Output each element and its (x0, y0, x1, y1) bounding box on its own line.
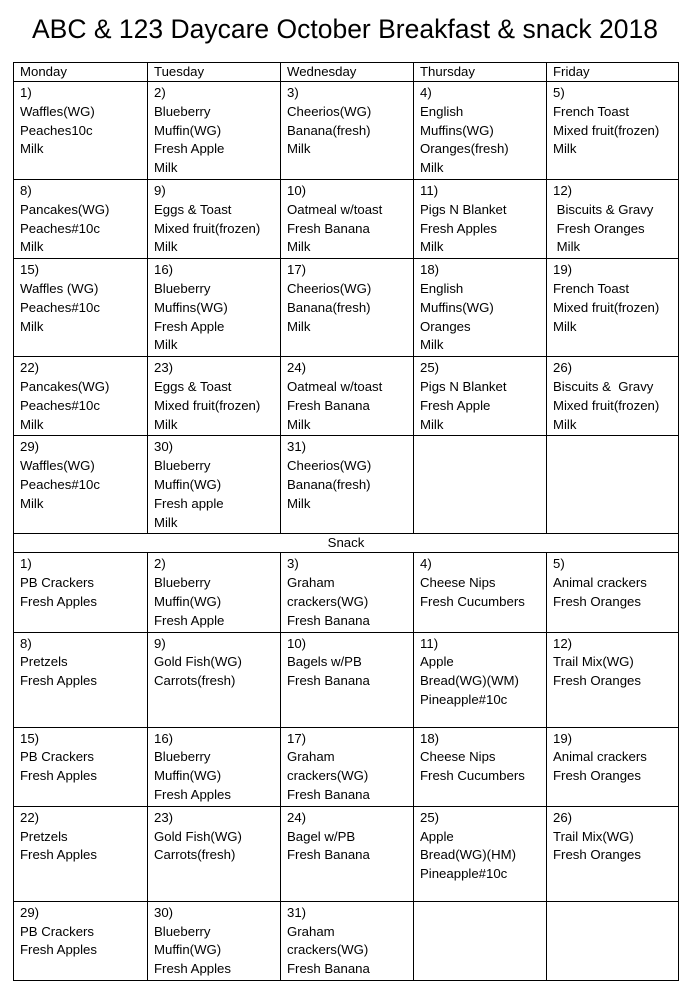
menu-item: crackers(WG) (287, 768, 369, 784)
breakfast-cell-friday (547, 357, 679, 436)
menu-body (14, 63, 679, 981)
menu-item: Fresh Banana (287, 612, 370, 628)
menu-item: Muffins(WG) (154, 299, 228, 315)
breakfast-cell-wednesday (281, 436, 414, 534)
menu-item: Pretzels (20, 654, 68, 670)
menu-item: Milk (553, 141, 577, 157)
menu-item: Oranges(fresh) (420, 141, 509, 157)
menu-item: Bagel w/PB (287, 828, 356, 844)
menu-item: Milk (20, 239, 44, 255)
day-number: 9) (154, 635, 166, 651)
menu-item: Fresh Apples (20, 673, 97, 689)
day-number: 22) (20, 360, 40, 376)
snack-cell-friday (547, 553, 679, 632)
menu-item: Animal crackers (553, 575, 647, 591)
menu-item: Blueberry (154, 923, 211, 939)
menu-item: Fresh Banana (287, 847, 370, 863)
breakfast-cell-friday (547, 259, 679, 357)
menu-item: French Toast (553, 280, 629, 296)
menu-item: Pancakes(WG) (20, 378, 110, 394)
menu-item: Fresh Oranges (553, 847, 641, 863)
menu-item: Milk (154, 514, 178, 530)
day-number: 11) (420, 182, 439, 198)
day-number: 30) (154, 904, 174, 920)
menu-item: Peaches#10c (20, 476, 100, 492)
breakfast-cell-wednesday (281, 259, 414, 357)
menu-item: Banana(fresh) (287, 299, 371, 315)
day-number: 1) (20, 85, 32, 100)
snack-week-row (14, 632, 679, 727)
menu-item: Milk (287, 239, 311, 255)
menu-item: Milk (420, 160, 444, 176)
snack-cell-monday (14, 806, 148, 901)
breakfast-cell-thursday (414, 179, 547, 258)
menu-item: crackers(WG) (287, 593, 369, 609)
snack-cell-thursday (414, 553, 547, 632)
menu-item: Pretzels (20, 828, 68, 844)
menu-item: Biscuits & Gravy (553, 378, 654, 394)
breakfast-cell-tuesday (148, 82, 281, 180)
snack-cell-tuesday (148, 901, 281, 980)
breakfast-cell-monday (14, 436, 148, 534)
menu-item: Trail Mix(WG) (553, 654, 634, 670)
menu-item: Mixed fruit(frozen) (154, 397, 261, 413)
menu-item: Waffles(WG) (20, 458, 95, 474)
breakfast-cell-friday (547, 436, 679, 534)
breakfast-cell-wednesday (281, 179, 414, 258)
day-header-thursday: Thursday (414, 63, 547, 82)
menu-item: French Toast (553, 103, 629, 119)
snack-week-row (14, 553, 679, 632)
menu-item: Milk (287, 495, 311, 511)
menu-item: Pigs N Blanket (420, 201, 507, 217)
menu-item: Muffin(WG) (154, 768, 222, 784)
snack-week-row (14, 727, 679, 806)
breakfast-week-row (14, 179, 679, 258)
snack-cell-monday (14, 901, 148, 980)
breakfast-week-row (14, 259, 679, 357)
day-number: 4) (420, 85, 432, 100)
snack-cell-wednesday (281, 632, 414, 727)
day-number: 18) (420, 730, 440, 746)
menu-item: Muffin(WG) (154, 476, 222, 492)
menu-item: Milk (287, 416, 311, 432)
day-number: 24) (287, 809, 307, 825)
menu-item: Pigs N Blanket (420, 378, 507, 394)
menu-item: Blueberry (154, 103, 211, 119)
menu-item: Cheese Nips (420, 749, 496, 765)
snack-cell-friday (547, 806, 679, 901)
menu-item: PB Crackers (20, 575, 95, 591)
breakfast-cell-tuesday (148, 259, 281, 357)
day-number: 19) (553, 262, 573, 278)
day-number: 18) (420, 262, 440, 278)
menu-item: Milk (154, 239, 178, 255)
breakfast-cell-thursday (414, 436, 547, 534)
snack-cell-friday (547, 901, 679, 980)
day-number: 3) (287, 556, 299, 572)
menu-item: Milk (154, 416, 178, 432)
breakfast-cell-monday (14, 179, 148, 258)
menu-item: Peaches10c (20, 122, 93, 138)
menu-item: Eggs & Toast (154, 378, 232, 394)
menu-item: Biscuits & Gravy (553, 201, 654, 217)
menu-item: Fresh Oranges (553, 673, 641, 689)
menu-item: Blueberry (154, 575, 211, 591)
breakfast-cell-monday (14, 357, 148, 436)
snack-cell-friday (547, 727, 679, 806)
snack-cell-tuesday (148, 632, 281, 727)
day-number: 9) (154, 182, 166, 198)
day-number: 11) (420, 635, 439, 651)
day-number: 2) (154, 556, 166, 572)
menu-item: Fresh Oranges (553, 593, 641, 609)
page-title: ABC & 123 Daycare October Breakfast & snack 2018 (31, 14, 658, 44)
menu-item: Mixed fruit(frozen) (553, 397, 660, 413)
menu-item: Milk (20, 318, 44, 334)
day-number: 10) (287, 635, 307, 651)
day-header-friday: Friday (547, 63, 679, 82)
menu-item: Cheerios(WG) (287, 458, 372, 474)
day-number: 15) (20, 262, 40, 278)
snack-cell-tuesday (148, 727, 281, 806)
menu-item: PB Crackers (20, 749, 95, 765)
menu-item: Milk (287, 141, 311, 157)
snack-cell-monday (14, 727, 148, 806)
menu-item: Carrots(fresh) (154, 673, 236, 689)
day-number: 16) (154, 730, 174, 746)
menu-item: Fresh Apples (20, 942, 97, 958)
day-number: 16) (154, 262, 174, 278)
menu-item: Fresh Banana (287, 397, 370, 413)
day-number: 4) (420, 556, 432, 572)
snack-cell-thursday (414, 806, 547, 901)
menu-item: Waffles(WG) (20, 103, 95, 119)
breakfast-cell-monday (14, 259, 148, 357)
menu-item: Graham (287, 575, 335, 591)
menu-item: Mixed fruit(frozen) (154, 220, 261, 236)
menu-item: PB Crackers (20, 923, 95, 939)
menu-item: Cheerios(WG) (287, 280, 372, 296)
menu-item: Banana(fresh) (287, 476, 371, 492)
day-number: 8) (20, 635, 32, 651)
snack-cell-tuesday (148, 806, 281, 901)
menu-item: Pineapple#10c (420, 691, 508, 707)
menu-item: Mixed fruit(frozen) (553, 122, 660, 138)
menu-item: Oatmeal w/toast (287, 201, 383, 217)
menu-item: Muffins(WG) (420, 299, 494, 315)
menu-item: Milk (20, 141, 44, 157)
snack-section-row (14, 534, 679, 553)
menu-item: Fresh Banana (287, 786, 370, 802)
day-number: 10) (287, 182, 307, 198)
menu-item: Pancakes(WG) (20, 201, 110, 217)
day-number: 29) (20, 904, 40, 920)
snack-cell-tuesday (148, 553, 281, 632)
menu-item: Milk (420, 416, 444, 432)
breakfast-cell-thursday (414, 259, 547, 357)
menu-item: Fresh Apple (154, 318, 225, 334)
snack-cell-wednesday (281, 901, 414, 980)
menu-item: Milk (553, 239, 581, 255)
day-number: 5) (553, 556, 565, 572)
day-number: 17) (287, 730, 307, 746)
breakfast-cell-tuesday (148, 436, 281, 534)
snack-cell-monday (14, 632, 148, 727)
day-number: 23) (154, 809, 174, 825)
menu-item: Milk (420, 337, 444, 353)
menu-item: Gold Fish(WG) (154, 654, 242, 670)
day-number: 26) (553, 360, 573, 376)
menu-item: Cheese Nips (420, 575, 496, 591)
day-number: 15) (20, 730, 40, 746)
menu-item: Fresh Banana (287, 961, 370, 977)
menu-item: Fresh Apples (154, 786, 231, 802)
menu-item: Fresh Apple (154, 612, 225, 628)
menu-item: Muffin(WG) (154, 593, 222, 609)
menu-item: Oatmeal w/toast (287, 378, 383, 394)
day-number: 26) (553, 809, 573, 825)
menu-item: Fresh Banana (287, 673, 370, 689)
menu-item: English (420, 280, 464, 296)
menu-item: Milk (20, 495, 44, 511)
menu-item: Fresh Oranges (553, 768, 641, 784)
menu-item: Fresh Banana (287, 220, 370, 236)
menu-item: Carrots(fresh) (154, 847, 236, 863)
breakfast-cell-monday (14, 82, 148, 180)
snack-cell-thursday (414, 901, 547, 980)
snack-section-label: Snack (14, 534, 679, 553)
snack-cell-thursday (414, 632, 547, 727)
menu-item: Graham (287, 923, 335, 939)
day-header-wednesday: Wednesday (281, 63, 414, 82)
day-number: 22) (20, 809, 40, 825)
menu-item: Fresh Apples (420, 220, 497, 236)
snack-cell-wednesday (281, 553, 414, 632)
menu-item: Peaches#10c (20, 397, 100, 413)
day-number: 8) (20, 182, 32, 198)
menu-item: Milk (154, 337, 178, 353)
menu-item: Bread(WG)(WM) (420, 673, 519, 689)
menu-item: Fresh Apple (420, 397, 491, 413)
day-number: 5) (553, 85, 565, 100)
menu-item: Bread(WG)(HM) (420, 847, 516, 863)
day-number: 24) (287, 360, 307, 376)
menu-item: Milk (154, 160, 178, 176)
day-number: 19) (553, 730, 573, 746)
menu-item: Muffin(WG) (154, 122, 222, 138)
breakfast-cell-friday (547, 82, 679, 180)
day-number: 25) (420, 809, 440, 825)
day-number: 12) (553, 635, 573, 651)
breakfast-cell-wednesday (281, 82, 414, 180)
menu-item: Gold Fish(WG) (154, 828, 242, 844)
day-number: 29) (20, 439, 40, 455)
menu-item: Fresh Cucumbers (420, 593, 525, 609)
menu-item: Trail Mix(WG) (553, 828, 634, 844)
menu-item: Fresh Apples (20, 768, 97, 784)
snack-week-row (14, 901, 679, 980)
menu-item: Apple (420, 828, 454, 844)
menu-item: Waffles (WG) (20, 280, 99, 296)
day-number: 31) (287, 904, 307, 920)
menu-item: Mixed fruit(frozen) (553, 299, 660, 315)
breakfast-week-row (14, 436, 679, 534)
menu-item: Blueberry (154, 458, 211, 474)
menu-item: Milk (420, 239, 444, 255)
day-number: 31) (287, 439, 307, 455)
menu-item: Banana(fresh) (287, 122, 371, 138)
snack-cell-monday (14, 553, 148, 632)
menu-item: Fresh apple (154, 495, 224, 511)
day-header-tuesday: Tuesday (148, 63, 281, 82)
day-number: 12) (553, 182, 573, 198)
snack-cell-wednesday (281, 806, 414, 901)
menu-item: Bagels w/PB (287, 654, 362, 670)
menu-item: Pineapple#10c (420, 866, 508, 882)
snack-cell-wednesday (281, 727, 414, 806)
breakfast-cell-wednesday (281, 357, 414, 436)
menu-item: Milk (553, 416, 577, 432)
breakfast-week-row (14, 357, 679, 436)
menu-item: Milk (20, 416, 44, 432)
menu-item: Fresh Apple (154, 141, 225, 157)
breakfast-cell-tuesday (148, 357, 281, 436)
menu-item: Cheerios(WG) (287, 103, 372, 119)
menu-item: Fresh Apples (154, 961, 231, 977)
day-number: 1) (20, 556, 32, 572)
menu-item: Peaches#10c (20, 299, 100, 315)
day-header-row (14, 63, 679, 82)
breakfast-cell-thursday (414, 357, 547, 436)
menu-item: Milk (553, 318, 577, 334)
breakfast-cell-tuesday (148, 179, 281, 258)
day-number: 23) (154, 360, 174, 376)
menu-item: Animal crackers (553, 749, 647, 765)
day-number: 25) (420, 360, 440, 376)
menu-item: Milk (287, 318, 311, 334)
menu-table (13, 62, 679, 981)
menu-item: Muffins(WG) (420, 122, 494, 138)
menu-item: Muffin(WG) (154, 942, 222, 958)
day-number: 17) (287, 262, 307, 278)
snack-week-row (14, 806, 679, 901)
menu-item: crackers(WG) (287, 942, 369, 958)
breakfast-cell-thursday (414, 82, 547, 180)
menu-item: Fresh Oranges (553, 220, 645, 236)
day-number: 30) (154, 439, 174, 455)
snack-cell-thursday (414, 727, 547, 806)
menu-item: Graham (287, 749, 335, 765)
day-number: 3) (287, 85, 299, 100)
day-header-monday: Monday (14, 63, 148, 82)
menu-item: Blueberry (154, 280, 211, 296)
menu-item: Peaches#10c (20, 220, 100, 236)
menu-item: Blueberry (154, 749, 211, 765)
menu-item: Fresh Cucumbers (420, 768, 525, 784)
menu-item: Fresh Apples (20, 593, 97, 609)
menu-item: English (420, 103, 464, 119)
menu-item: Fresh Apples (20, 847, 97, 863)
day-number: 2) (154, 85, 166, 100)
breakfast-week-row (14, 82, 679, 180)
menu-item: Oranges (420, 318, 471, 334)
menu-item: Eggs & Toast (154, 201, 232, 217)
menu-item: Apple (420, 654, 454, 670)
breakfast-cell-friday (547, 179, 679, 258)
snack-cell-friday (547, 632, 679, 727)
